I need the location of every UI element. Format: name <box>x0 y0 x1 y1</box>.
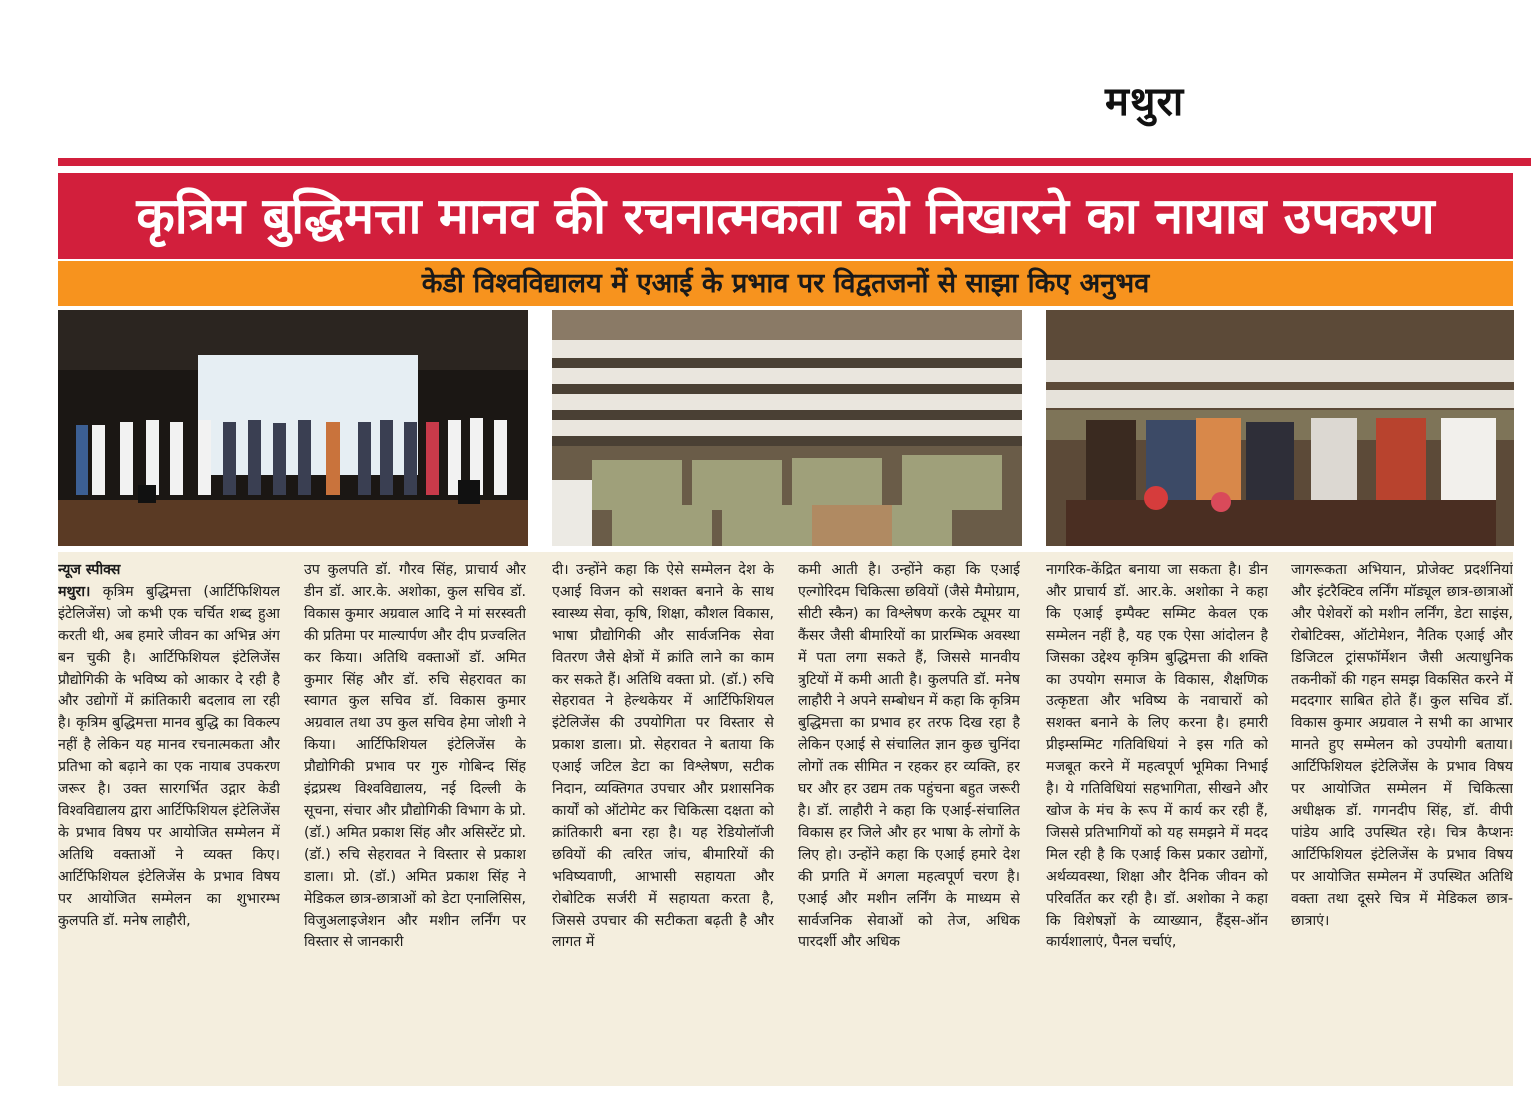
headline: कृत्रिम बुद्धिमत्ता मानव की रचनात्मकता को निखारने का नायाब उपकरण <box>58 173 1513 259</box>
subheadline: केडी विश्वविद्यालय में एआई के प्रभाव पर विद्वतजनों से साझा किए अनुभव <box>58 261 1513 306</box>
article-column-3 <box>552 560 774 1078</box>
city-name: मथुरा <box>1105 79 1185 125</box>
byline: न्यूज स्पीक्स <box>58 562 121 578</box>
photo-stage-group <box>58 310 528 546</box>
article-column-6 <box>1291 560 1513 1078</box>
column-1-text: कृत्रिम बुद्धिमत्ता (आर्टिफिशियल इंटेलिजेंस) जो कभी एक चर्चित शब्द हुआ करती थी, अब हमारे जीवन का अभिन्न अंग बन चुकी है। आर्टिफिशियल इंटेलिजेंस प्रौद्योगिकी के भविष्य को आकार दे रही है और उद्योगों में क्रांतिकारी बदलाव ला रही है। कृत्रिम बुद्धिमत्ता मानव बुद्धि का विकल्प नहीं है लेकिन यह मानव रचनात्मकता और प्रतिभा को बढ़ाने का एक नायाब उपकरण जरूर है। उक्त सारगर्भित उद्गार केडी विश्वविद्यालय द्वारा आर्टिफिशियल इंटेलिजेंस के प्रभाव विषय पर आयोजित सम्मेलन में अतिथि वक्ताओं ने व्यक्त किए। आर्टिफिशियल इंटेलिजेंस के प्रभाव विषय पर आयोजित सम्मेलन का शुभारम्भ कुलपति डॉ. मनेष लाहौरी, <box>58 583 280 929</box>
column-6-text: जागरूकता अभियान, प्रोजेक्ट प्रदर्शनियां और इंटरैक्टिव लर्निंग मॉड्यूल छात्र-छात्राओं और पेशेवरों को मशीन लर्निंग, डेटा साइंस, रोबोटिक्स, ऑटोमेशन, नैतिक एआई और डिजिटल ट्रांसफॉर्मेशन जैसी अत्याधुनिक तकनीकों की गहन समझ विकसित करने में मददगार साबित होते हैं। कुल सचिव डॉ. विकास कुमार अग्रवाल ने सभी का आभार मानते हुए सम्मेलन को उपयोगी बताया। आर्टिफिशियल इंटेलिजेंस के प्रभाव विषय पर आयोजित सम्मेलन में चिकित्सा अधीक्षक डॉ. गगनदीप सिंह, डॉ. वीपी पांडेय आदि उपस्थित रहे। चित्र कैप्शनः आर्टिफिशियल इंटेलिजेंस के प्रभाव विषय पर आयोजित सम्मेलन में उपस्थित अतिथि वक्ता तथा दूसरे चित्र में मेडिकल छात्र-छात्राएं। <box>1291 562 1513 929</box>
article-column-1 <box>58 560 280 1078</box>
article-column-4 <box>798 560 1020 1078</box>
article-body <box>58 552 1513 1086</box>
photo-auditorium-students <box>552 310 1022 546</box>
top-rule <box>58 158 1531 166</box>
article-column-2 <box>304 560 526 1078</box>
article-column-5 <box>1046 560 1268 1078</box>
column-3-text: दी। उन्होंने कहा कि ऐसे सम्मेलन देश के एआई विजन को सशक्त बनाने के साथ स्वास्थ्य सेवा, कृषि, शिक्षा, कौशल विकास, भाषा प्रौद्योगिकी और सार्वजनिक सेवा वितरण जैसे क्षेत्रों में क्रांति लाने का काम कर सकते हैं। अतिथि वक्ता प्रो. (डॉ.) रुचि सेहरावत ने हेल्थकेयर में आर्टिफिशियल इंटेलिजेंस की उपयोगिता पर विस्तार से प्रकाश डाला। प्रो. सेहरावत ने बताया कि एआई जटिल डेटा का विश्लेषण, सटीक निदान, व्यक्तिगत उपचार और प्रशासनिक कार्यों को ऑटोमेट कर चिकित्सा दक्षता को क्रांतिकारी बना रहा है। यह रेडियोलॉजी छवियों की त्वरित जांच, बीमारियों की भविष्यवाणी, आभासी सहायता और रोबोटिक सर्जरी में सहायता करता है, जिससे उपचार की सटीकता बढ़ती है और लागत में <box>552 562 774 951</box>
dateline: मथुरा। <box>58 583 91 600</box>
column-2-text: उप कुलपति डॉ. गौरव सिंह, प्राचार्य और डीन डॉ. आर.के. अशोका, कुल सचिव डॉ. विकास कुमार अग्रवाल आदि ने मां सरस्वती की प्रतिमा पर माल्यार्पण और दीप प्रज्वलित कर किया। अतिथि वक्ताओं डॉ. अमित कुमार सिंह और डॉ. रुचि सेहरावत का स्वागत कुल सचिव डॉ. विकास कुमार अग्रवाल तथा उप कुल सचिव हेमा जोशी ने किया। आर्टिफिशियल इंटेलिजेंस के प्रौद्योगिकी प्रभाव पर गुरु गोबिन्द सिंह इंद्रप्रस्थ विश्वविद्यालय, नई दिल्ली के सूचना, संचार और प्रौद्योगिकी विभाग के प्रो. (डॉ.) अमित प्रकाश सिंह और असिस्टेंट प्रो. (डॉ.) रुचि सेहरावत ने विस्तार से प्रकाश डाला। प्रो. (डॉ.) अमित प्रकाश सिंह ने मेडिकल छात्र-छात्राओं को डेटा एनालिसिस, विजुअलाइजेशन और मशीन लर्निंग पर विस्तार से जानकारी <box>304 562 526 951</box>
photo-front-row-guests <box>1046 310 1514 546</box>
column-5-text: नागरिक-केंद्रित बनाया जा सकता है। डीन और प्राचार्य डॉ. आर.के. अशोका ने कहा कि एआई इम्पैक्ट सम्मिट केवल एक सम्मेलन नहीं है, यह एक ऐसा आंदोलन है जिसका उद्देश्य कृत्रिम बुद्धिमत्ता की शक्ति का उपयोग समाज के विकास, शैक्षणिक उत्कृष्टता और भविष्य के नवाचारों को सशक्त बनाने के लिए करना है। हमारी प्रीइम्सम्मिट गतिविधियां ने इस गति को मजबूत करने में महत्वपूर्ण भूमिका निभाई है। ये गतिविधियां सहभागिता, सीखने और खोज के मंच के रूप में कार्य कर रही हैं, जिससे प्रतिभागियों को यह समझने में मदद मिल रही है कि एआई किस प्रकार उद्योगों, अर्थव्यवस्था, शिक्षा और दैनिक जीवन को परिवर्तित कर रही है। डॉ. अशोका ने कहा कि विशेषज्ञों के व्याख्यान, हैंड्स-ऑन कार्यशालाएं, पैनल चर्चाएं, <box>1046 562 1268 951</box>
column-4-text: कमी आती है। उन्होंने कहा कि एआई एल्गोरिदम चिकित्सा छवियों (जैसे मैमोग्राम, सीटी स्कैन) का विश्लेषण करके ट्यूमर या कैंसर जैसी बीमारियों का प्रारम्भिक अवस्था में पता लगा सकते हैं, जिससे मानवीय त्रुटियों में कमी आती है। कुलपति डॉ. मनेष लाहौरी ने अपने सम्बोधन में कहा कि कृत्रिम बुद्धिमत्ता का प्रभाव हर तरफ दिख रहा है लेकिन एआई से संचालित ज्ञान कुछ चुनिंदा लोगों तक सीमित न रहकर हर व्यक्ति, हर घर और हर उद्यम तक पहुंचना बहुत जरूरी है। डॉ. लाहौरी ने कहा कि एआई-संचालित विकास हर जिले और हर भाषा के लोगों के लिए हो। उन्होंने कहा कि एआई हमारे देश की प्रगति में अगला महत्वपूर्ण चरण है। एआई और मशीन लर्निंग के माध्यम से सार्वजनिक सेवाओं को तेज, अधिक पारदर्शी और अधिक <box>798 562 1020 951</box>
